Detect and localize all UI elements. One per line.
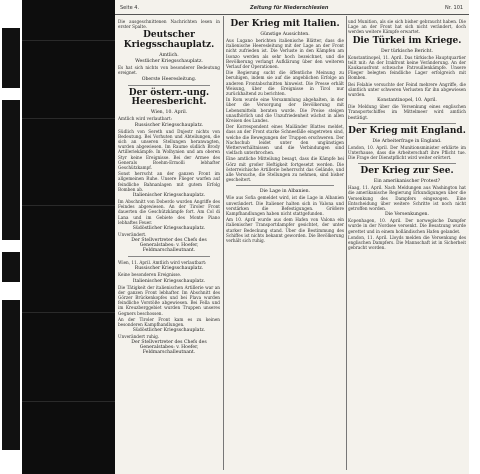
article-subheading: Günstige Aussichten. — [260, 31, 310, 37]
scan-noise-line — [22, 312, 115, 313]
scan-noise-line — [22, 40, 115, 41]
article-paragraph: Die ausgeschnittenen Nachrichten lesen in erster Spalte. — [118, 19, 220, 30]
article-paragraph: Keine besonderen Ereignisse. — [118, 272, 182, 278]
article-subheading: Italienischer Kriegsschauplatz. — [132, 278, 206, 284]
scan-left-margin — [0, 0, 24, 474]
article-paragraph: Aus Lugano berichten italienische Blätter, dass die italienische Heeresleitung mit der Lage an der Front nicht zufrieden ist. Die Verluste in den Kämpfen am Isonzo werden als sehr hoch bezeichnet, und die Bevölkerung verlangt Aufklärung über den weiteren Verlauf der Operationen. — [226, 37, 344, 69]
article-paragraph: Eine amtliche Mitteilung besagt, dass die Kämpfe bei Görz mit großer Heftigkeit fortgesetzt werden. Die österreichische Artillerie beherrscht das Gelände, und alle Versuche, die Stellungen zu nehmen, sind bisher gescheitert. — [226, 156, 344, 183]
article-subheading: Ein amerikanischer Protest? — [373, 179, 441, 185]
article-headline: Der Krieg zur See. — [360, 166, 454, 177]
article-subheading: Südöstlicher Kriegsschauplatz. — [132, 226, 206, 232]
article-paragraph: Bei Felahie versuchte der Feind mehrere Angriffe, die sämtlich unter schweren Verlusten für ihn abgewiesen wurden. — [348, 81, 466, 97]
article-subheading: Die Arbeiterfrage in England. — [372, 138, 442, 144]
article-paragraph: In Rom wurde eine Versammlung abgehalten, in der über die Versorgung der Bevölkerung mit Lebensmitteln beraten wurde. Die Preise steigen unaufhörlich und die Unzufriedenheit wächst in allen Kreisen des Landes. — [226, 97, 344, 123]
column-divider — [346, 16, 347, 470]
section-rule — [358, 163, 456, 164]
article-paragraph: und Munition, als sie sich bisher gebraucht haben. Die Lage an der Front hat sich nicht verändert, doch werden weitere Kämpfe erwartet. — [348, 19, 466, 35]
scan-artifact — [2, 100, 20, 240]
header-rule — [115, 14, 469, 15]
article-subheading: Oberste Heeresleitung. — [141, 76, 197, 82]
article-paragraph: Die Regierung sucht die öffentliche Meinung zu beruhigen, indem sie auf die angeblichen Erfolge an anderen Frontabschnitten hinweist. Die Presse erhält Weisung, über die Ereignisse in Tirol nur zurückhaltend zu berichten. — [226, 70, 344, 96]
article-paragraph: London, 10. April. Der Munitionsminister erklärte im Unterhause, dass die Arbeiterschaft ihre Pflicht tue. Die Frage der Dienstpflicht wird weiter erörtert. — [348, 144, 466, 161]
article-paragraph: Am 10. April wurde aus dem Hafen von Valona ein italienischer Transportdampfer gesichtet, der unter starker Bedeckung stand. Über die Bestimmung des Schiffes ist nichts bekannt geworden. Die Bevölkerung verhält sich ruhig. — [226, 217, 344, 243]
left-column — [118, 18, 220, 468]
scan-artifact — [2, 300, 20, 450]
article-paragraph: Wie aus Sofia gemeldet wird, ist die Lage in Albanien unverändert. Die Italiener halten sich in Valona und verstärken die Befestigungen. Größere Kampfhandlungen haben nicht stattgefunden. — [226, 195, 344, 216]
article-paragraph: Die Meldung über die Versenkung eines englischen Transportschiffes im Mittelmeer wird amtlich bestätigt. — [348, 104, 466, 120]
article-subheading: Westlicher Kriegsschauplatz. — [135, 59, 203, 65]
article-paragraph: An der Tiroler Front kam es zu keinen besonderen Kampfhandlungen. — [118, 316, 220, 328]
article-paragraph: Der Korrespondent eines Mailänder Blattes meldet, dass an der Front starke Schneefälle eingetreten sind, welche die Bewegungen der Truppen erschweren. Der Nachschub leidet unter den ungünstigen Wetterverhältnissen und die Verbindungen sind vielfach unterbrochen. — [226, 124, 344, 156]
section-rule — [358, 123, 456, 124]
section-rule — [128, 85, 210, 86]
scan-artifact — [2, 252, 20, 282]
article-subheading: Russischer Kriegsschauplatz. — [134, 122, 204, 128]
scan-noise-line — [22, 401, 115, 402]
right-column — [348, 18, 466, 468]
scan-dark-border — [22, 0, 115, 474]
article-paragraph: Haag, 11. April. Nach Meldungen aus Washington hat die amerikanische Regierung Erkundigungen über die Versenkung des Dampfers eingezogen. Eine Entscheidung über weitere Schritte ist noch nicht getroffen worden. — [348, 185, 466, 211]
article-subheading: Wien, 10. April. — [150, 110, 188, 116]
article-subheading: Amtlich. — [159, 53, 179, 59]
article-paragraph: Sonst herrscht an der ganzen Front im allgemeinen Ruhe. Unsere Flieger warfen auf feindliche Bahnanlagen mit gutem Erfolg Bomben ab. — [118, 171, 220, 192]
issue-number: Nr. 101 — [445, 5, 464, 11]
section-rule — [236, 185, 334, 186]
scan-right-margin — [469, 0, 480, 474]
article-paragraph: London, 11. April. Lloyds melden die Versenkung des englischen Dampfers. Die Mannschaft ist in Sicherheit gebracht worden. — [348, 234, 466, 251]
middle-column — [226, 18, 344, 468]
article-paragraph: Im Abschnitt von Doberdo wurden Angriffe des Feindes abgewiesen. An der Tiroler Front dauerten die Geschützkämpfe fort. Am Col di Lana und im Gebiete des Monte Piano lebhaftes Feuer. — [118, 199, 220, 225]
scan-artifact — [2, 28, 20, 88]
column-divider — [223, 16, 224, 470]
article-headline: Der Krieg mit England. — [348, 125, 466, 136]
article-paragraph: Unverändert ruhig. — [118, 334, 160, 340]
article-subheading: Italienischer Kriegsschauplatz. — [132, 193, 206, 199]
article-paragraph: Unverändert. — [118, 232, 147, 238]
article-paragraph: Es hat sich nichts von besonderer Bedeutung ereignet. — [118, 65, 220, 76]
article-subheading: Südöstlicher Kriegsschauplatz. — [132, 328, 206, 334]
article-subheading: Die Lage in Albanien. — [259, 189, 311, 195]
article-paragraph: Südlich von Sereth und Dnjestr nichts von Bedeutung. Bei Vorhuten und Abteilungen, die sich an unseren Stellungen heranwagten, wurden abgewiesen. Im Raume südlich Brody Artilleriekämpfe. In Wolhynien und am oberen Styr keine Ereignisse. Bei der Armee des Generals Boehm-Ermolli lebhafter Geschützkampf. — [118, 128, 220, 170]
article-headline: Die Türkei im Kriege. — [352, 35, 462, 46]
article-subheading: Konstantinopel, 10. April. — [377, 98, 437, 104]
newspaper-masthead: Zeitung für Niederschlesien — [250, 5, 329, 11]
article-subheading: Die Versenkungen. — [385, 212, 429, 218]
article-headline: Deutscher Kriegsschauplatz. — [123, 30, 215, 51]
article-paragraph: Kopenhagen, 10. April. Der norwegische Dampfer wurde in der Nordsee versenkt. Die Besatzung wurde gerettet und in einem holländischen Hafen gelandet. — [348, 218, 466, 234]
article-subheading: Russischer Kriegsschauplatz. — [134, 266, 204, 272]
section-rule — [128, 256, 210, 257]
scan-noise-line — [22, 118, 115, 119]
page-number: Seite 4. — [120, 5, 140, 11]
article-paragraph: Konstantinopel, 11. April. Das türkische Hauptquartier teilt mit: An der Irakfront keine Veränderung. An der Kaukasusfront schwache Patrouillenkämpfe. Unsere Flieger belegten feindliche Lager erfolgreich mit Bomben. — [348, 54, 466, 81]
article-paragraph: Wien, 11. April. Amtlich wird verlautbart: — [118, 260, 207, 266]
scan-noise-line — [22, 205, 115, 206]
article-subheading: Der Stellvertreter des Chefs des Generalstabes: v. Hoefer, Feldmarschalleutnant. — [131, 340, 207, 356]
article-paragraph: Amtlich wird verlautbart: — [118, 116, 172, 122]
article-subheading: Der türkische Bericht. — [381, 48, 433, 54]
article-subheading: Der Stellvertreter des Chefs des Generalstabes: v. Hoefer, Feldmarschalleutnant. — [131, 238, 207, 254]
article-headline: Der österr.-ung. Heeresbericht. — [128, 87, 210, 108]
article-headline: Der Krieg mit Italien. — [230, 19, 340, 29]
article-paragraph: Die Tätigkeit der italienischen Artillerie war an der ganzen Front lebhafter. Im Abschnitt des Görzer Brückenkopfes und bei Plava wurden feindliche Vorstöße abgewiesen. Bei Fella und im Kreuzberggebiet wurden Truppen unseres Gegners beschossen. — [118, 284, 220, 316]
